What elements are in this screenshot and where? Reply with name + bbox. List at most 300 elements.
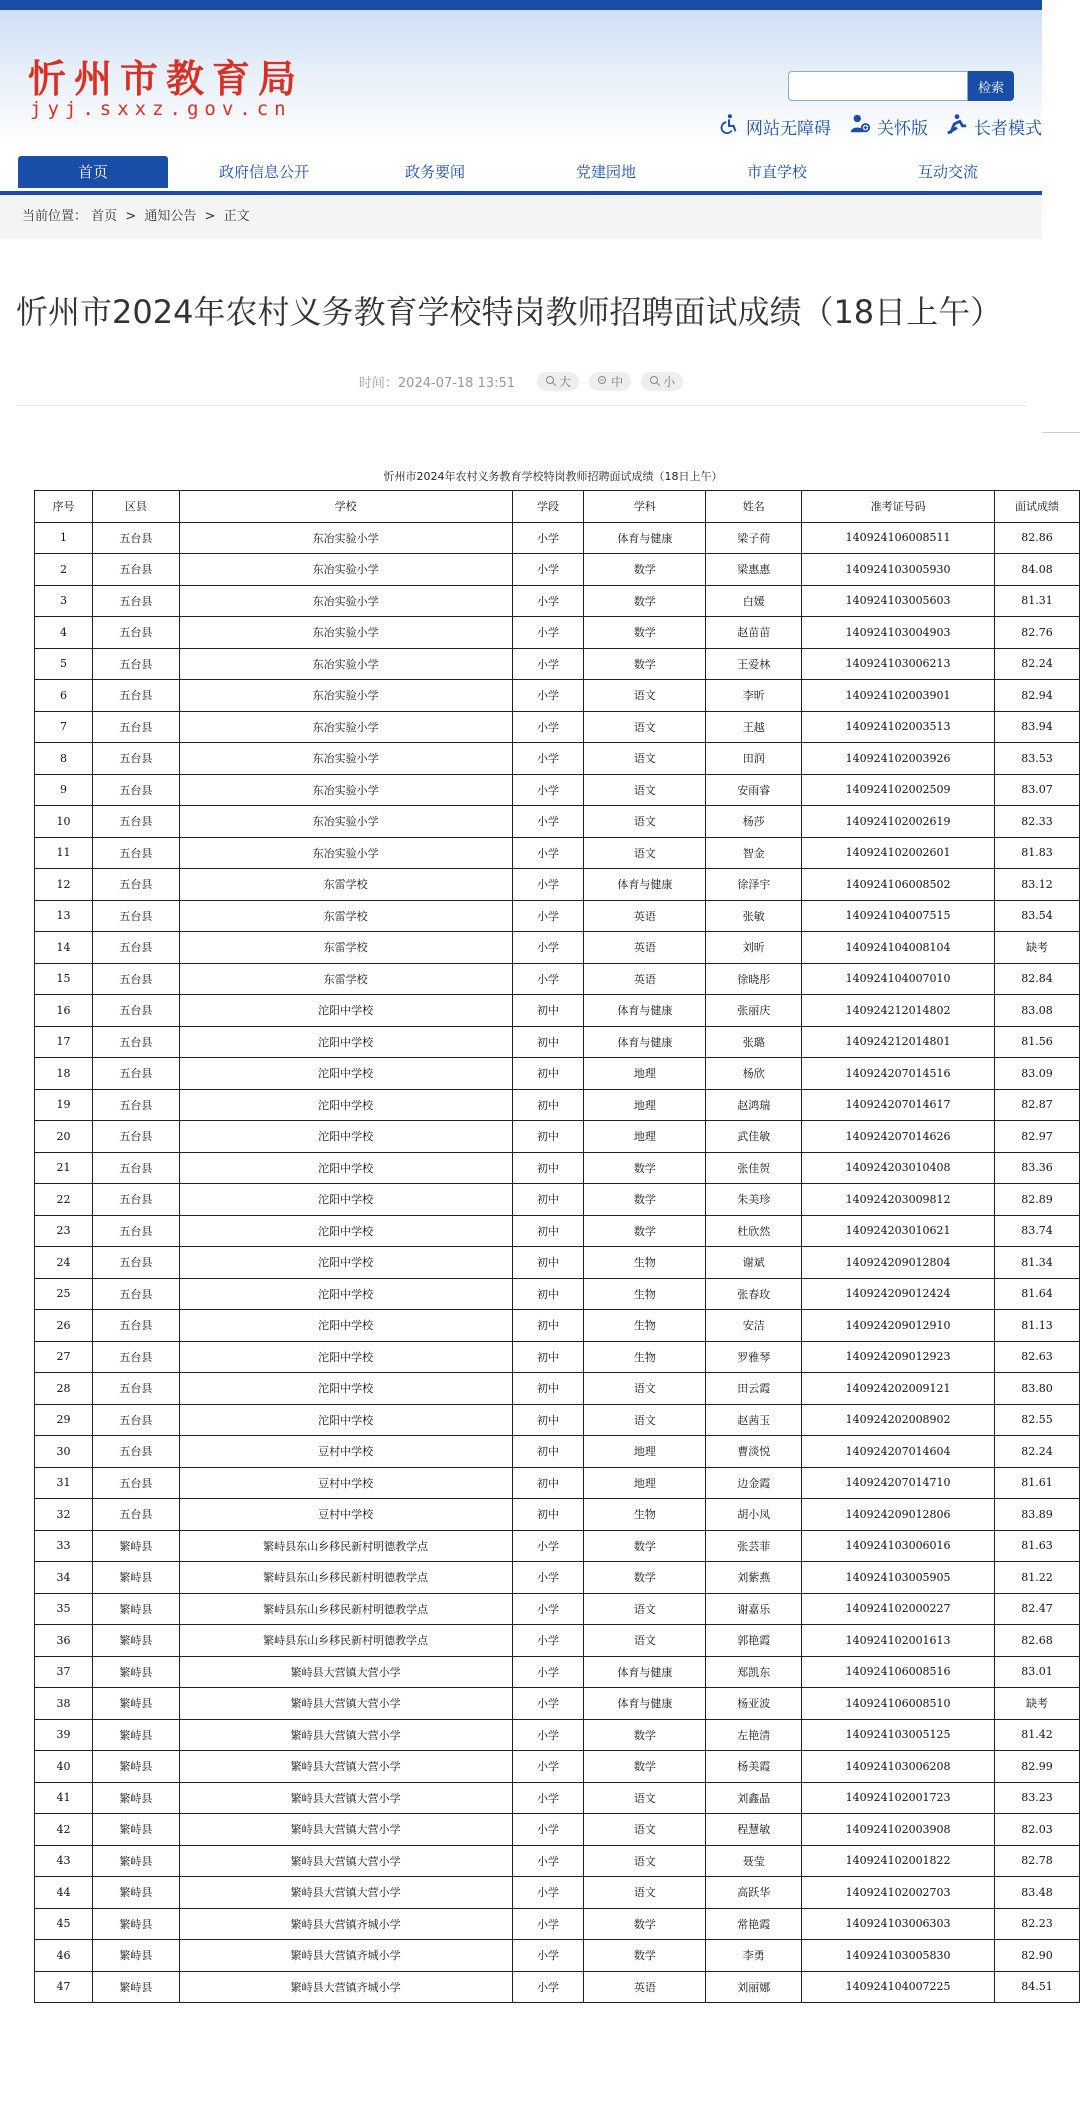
table-cell-col-score: 83.54 bbox=[995, 900, 1080, 932]
table-header-col-district: 区县 bbox=[92, 491, 179, 523]
time-label: 时间： bbox=[358, 375, 398, 391]
table-cell-col-school: 东冶实验小学 bbox=[179, 617, 512, 649]
table-cell-col-district: 繁峙县 bbox=[92, 1719, 179, 1751]
nav-item-interaction[interactable]: 互动交流 bbox=[917, 163, 978, 181]
table-cell-col-index: 3 bbox=[35, 585, 93, 617]
table-cell-col-exam-number: 140924106008510 bbox=[802, 1688, 995, 1720]
table-cell-col-index: 13 bbox=[35, 900, 93, 932]
accessibility-link[interactable] bbox=[718, 113, 831, 140]
table-cell-col-index: 40 bbox=[35, 1751, 93, 1783]
table-cell-col-index: 14 bbox=[35, 932, 93, 964]
table-cell-col-subject: 体育与健康 bbox=[584, 869, 706, 901]
table-cell-col-exam-number: 140924209012910 bbox=[802, 1310, 995, 1342]
table-cell-col-district: 繁峙县 bbox=[92, 1530, 179, 1562]
table-cell-col-index: 11 bbox=[35, 837, 93, 869]
table-cell-col-score: 83.07 bbox=[995, 774, 1080, 806]
table-cell-col-subject: 语文 bbox=[584, 806, 706, 838]
table-cell-col-name: 赵茜玉 bbox=[706, 1404, 802, 1436]
table-cell-col-school: 繁峙县大营镇齐城小学 bbox=[179, 1908, 512, 1940]
table-cell-col-district: 五台县 bbox=[92, 711, 179, 743]
table-cell-col-school: 繁峙县大营镇齐城小学 bbox=[179, 1940, 512, 1972]
table-cell-col-exam-number: 140924104008104 bbox=[802, 932, 995, 964]
table-cell-col-subject: 数学 bbox=[584, 1562, 706, 1594]
table-cell-col-subject: 语文 bbox=[584, 680, 706, 712]
table-cell-col-score: 83.01 bbox=[995, 1656, 1080, 1688]
table-cell-col-exam-number: 140924212014802 bbox=[802, 995, 995, 1027]
table-row bbox=[35, 1877, 1080, 1909]
table-cell-col-stage: 初中 bbox=[512, 1436, 584, 1468]
table-cell-col-school: 豆村中学校 bbox=[179, 1436, 512, 1468]
table-cell-col-subject: 语文 bbox=[584, 743, 706, 775]
table-cell-col-stage: 初中 bbox=[512, 1058, 584, 1090]
table-cell-col-exam-number: 140924102002601 bbox=[802, 837, 995, 869]
table-cell-col-district: 繁峙县 bbox=[92, 1593, 179, 1625]
table-cell-col-name: 朱美珍 bbox=[706, 1184, 802, 1216]
table-cell-col-exam-number: 140924202008902 bbox=[802, 1404, 995, 1436]
table-cell-col-exam-number: 140924103005930 bbox=[802, 554, 995, 586]
font-size-small-button[interactable] bbox=[641, 372, 683, 391]
table-row bbox=[35, 1656, 1080, 1688]
table-cell-col-school: 豆村中学校 bbox=[179, 1467, 512, 1499]
table-cell-col-score: 81.34 bbox=[995, 1247, 1080, 1279]
table-cell-col-district: 五台县 bbox=[92, 680, 179, 712]
table-cell-col-stage: 小学 bbox=[512, 1814, 584, 1846]
table-cell-col-school: 沱阳中学校 bbox=[179, 1215, 512, 1247]
table-cell-col-index: 41 bbox=[35, 1782, 93, 1814]
accessibility-links bbox=[718, 113, 1042, 140]
table-cell-col-district: 五台县 bbox=[92, 1058, 179, 1090]
table-cell-col-district: 五台县 bbox=[92, 1247, 179, 1279]
table-cell-col-name: 智金 bbox=[706, 837, 802, 869]
table-cell-col-stage: 小学 bbox=[512, 1845, 584, 1877]
table-cell-col-name: 杨美霞 bbox=[706, 1751, 802, 1783]
table-cell-col-exam-number: 140924102001613 bbox=[802, 1625, 995, 1657]
table-cell-col-subject: 语文 bbox=[584, 1845, 706, 1877]
table-cell-col-index: 47 bbox=[35, 1971, 93, 2003]
table-cell-col-score: 83.36 bbox=[995, 1152, 1080, 1184]
table-cell-col-stage: 初中 bbox=[512, 1499, 584, 1531]
table-cell-col-name: 张敏 bbox=[706, 900, 802, 932]
search-button[interactable]: 检索 bbox=[968, 71, 1014, 101]
grades-table bbox=[34, 490, 1080, 2003]
table-cell-col-school: 东冶实验小学 bbox=[179, 585, 512, 617]
table-row bbox=[35, 837, 1080, 869]
magnify-minus-icon bbox=[649, 375, 661, 387]
table-cell-col-name: 刘丽娜 bbox=[706, 1971, 802, 2003]
table-cell-col-stage: 初中 bbox=[512, 1278, 584, 1310]
table-cell-col-name: 聂莹 bbox=[706, 1845, 802, 1877]
table-cell-col-stage: 小学 bbox=[512, 1877, 584, 1909]
table-cell-col-school: 东雷学校 bbox=[179, 963, 512, 995]
table-cell-col-index: 45 bbox=[35, 1908, 93, 1940]
table-cell-col-district: 五台县 bbox=[92, 1373, 179, 1405]
table-cell-col-subject: 数学 bbox=[584, 1751, 706, 1783]
table-cell-col-score: 82.63 bbox=[995, 1341, 1080, 1373]
table-cell-col-score: 82.24 bbox=[995, 1436, 1080, 1468]
table-cell-col-exam-number: 140924103005125 bbox=[802, 1719, 995, 1751]
table-cell-col-stage: 初中 bbox=[512, 1404, 584, 1436]
table-header-col-subject: 学科 bbox=[584, 491, 706, 523]
font-size-large-button[interactable] bbox=[537, 372, 579, 391]
table-cell-col-score: 83.80 bbox=[995, 1373, 1080, 1405]
table-cell-col-district: 五台县 bbox=[92, 743, 179, 775]
table-cell-col-district: 五台县 bbox=[92, 1341, 179, 1373]
table-cell-col-school: 东冶实验小学 bbox=[179, 680, 512, 712]
table-cell-col-school: 繁峙县大营镇大营小学 bbox=[179, 1782, 512, 1814]
table-cell-col-stage: 小学 bbox=[512, 869, 584, 901]
table-cell-col-name: 张春玫 bbox=[706, 1278, 802, 1310]
table-cell-col-index: 46 bbox=[35, 1940, 93, 1972]
table-cell-col-district: 繁峙县 bbox=[92, 1971, 179, 2003]
table-cell-col-index: 29 bbox=[35, 1404, 93, 1436]
table-cell-col-subject: 语文 bbox=[584, 1373, 706, 1405]
font-size-medium-button[interactable] bbox=[589, 372, 631, 391]
table-cell-col-subject: 语文 bbox=[584, 774, 706, 806]
table-cell-col-exam-number: 140924103006303 bbox=[802, 1908, 995, 1940]
table-row bbox=[35, 1089, 1080, 1121]
wheelchair-icon bbox=[718, 113, 740, 140]
table-cell-col-stage: 小学 bbox=[512, 1593, 584, 1625]
table-cell-col-subject: 语文 bbox=[584, 1404, 706, 1436]
table-cell-col-name: 赵鸿瑞 bbox=[706, 1089, 802, 1121]
table-cell-col-name: 程慧敏 bbox=[706, 1814, 802, 1846]
table-cell-col-score: 缺考 bbox=[995, 932, 1080, 964]
font-size-large-label: 大 bbox=[559, 374, 572, 389]
table-cell-col-school: 沱阳中学校 bbox=[179, 1184, 512, 1216]
magnify-plus-icon bbox=[545, 375, 557, 387]
table-cell-col-district: 繁峙县 bbox=[92, 1908, 179, 1940]
table-cell-col-score: 82.84 bbox=[995, 963, 1080, 995]
table-cell-col-subject: 英语 bbox=[584, 900, 706, 932]
table-cell-col-name: 李昕 bbox=[706, 680, 802, 712]
table-cell-col-exam-number: 140924202009121 bbox=[802, 1373, 995, 1405]
table-cell-col-exam-number: 140924207014604 bbox=[802, 1436, 995, 1468]
table-cell-col-exam-number: 140924106008516 bbox=[802, 1656, 995, 1688]
table-cell-col-index: 24 bbox=[35, 1247, 93, 1279]
table-cell-col-name: 田云霞 bbox=[706, 1373, 802, 1405]
table-cell-col-subject: 数学 bbox=[584, 1530, 706, 1562]
table-cell-col-school: 繁峙县大营镇大营小学 bbox=[179, 1688, 512, 1720]
table-cell-col-score: 82.90 bbox=[995, 1940, 1080, 1972]
care-person-icon bbox=[849, 113, 871, 140]
divider bbox=[1042, 432, 1080, 433]
magnify-reset-icon bbox=[597, 375, 609, 387]
table-cell-col-index: 2 bbox=[35, 554, 93, 586]
table-cell-col-name: 谢嘉乐 bbox=[706, 1593, 802, 1625]
table-cell-col-subject: 地理 bbox=[584, 1089, 706, 1121]
elder-icon bbox=[946, 113, 968, 140]
table-cell-col-score: 83.12 bbox=[995, 869, 1080, 901]
table-cell-col-index: 16 bbox=[35, 995, 93, 1027]
table-cell-col-exam-number: 140924103006208 bbox=[802, 1751, 995, 1783]
table-cell-col-district: 五台县 bbox=[92, 1121, 179, 1153]
table-caption: 忻州市2024年农村义务教育学校特岗教师招聘面试成绩（18日上午） bbox=[383, 470, 723, 483]
table-cell-col-stage: 初中 bbox=[512, 1467, 584, 1499]
table-row bbox=[35, 1278, 1080, 1310]
table-header-col-stage: 学段 bbox=[512, 491, 584, 523]
table-row bbox=[35, 1215, 1080, 1247]
table-cell-col-district: 五台县 bbox=[92, 1026, 179, 1058]
table-cell-col-index: 6 bbox=[35, 680, 93, 712]
table-cell-col-exam-number: 140924203010621 bbox=[802, 1215, 995, 1247]
table-cell-col-exam-number: 140924102001723 bbox=[802, 1782, 995, 1814]
table-cell-col-name: 梁子荷 bbox=[706, 522, 802, 554]
table-cell-col-name: 杨莎 bbox=[706, 806, 802, 838]
nav-item-party[interactable]: 党建园地 bbox=[575, 163, 636, 181]
table-cell-col-index: 44 bbox=[35, 1877, 93, 1909]
table-cell-col-school: 沱阳中学校 bbox=[179, 1058, 512, 1090]
table-cell-col-name: 王爱林 bbox=[706, 648, 802, 680]
breadcrumb-current: 正文 bbox=[223, 209, 250, 224]
table-cell-col-district: 五台县 bbox=[92, 648, 179, 680]
table-cell-col-index: 43 bbox=[35, 1845, 93, 1877]
table-cell-col-index: 32 bbox=[35, 1499, 93, 1531]
table-cell-col-stage: 小学 bbox=[512, 774, 584, 806]
table-cell-col-index: 25 bbox=[35, 1278, 93, 1310]
search-input[interactable] bbox=[788, 71, 968, 101]
table-cell-col-score: 83.23 bbox=[995, 1782, 1080, 1814]
table-cell-col-name: 胡小凤 bbox=[706, 1499, 802, 1531]
table-cell-col-score: 83.08 bbox=[995, 995, 1080, 1027]
table-cell-col-exam-number: 140924209012806 bbox=[802, 1499, 995, 1531]
table-cell-col-school: 繁峙县大营镇大营小学 bbox=[179, 1814, 512, 1846]
table-cell-col-exam-number: 140924103005830 bbox=[802, 1940, 995, 1972]
table-cell-col-stage: 初中 bbox=[512, 1121, 584, 1153]
table-cell-col-subject: 生物 bbox=[584, 1310, 706, 1342]
table-cell-col-school: 东雷学校 bbox=[179, 900, 512, 932]
table-cell-col-index: 37 bbox=[35, 1656, 93, 1688]
table-cell-col-stage: 小学 bbox=[512, 554, 584, 586]
table-cell-col-subject: 英语 bbox=[584, 963, 706, 995]
table-cell-col-stage: 初中 bbox=[512, 1341, 584, 1373]
table-cell-col-index: 12 bbox=[35, 869, 93, 901]
table-row bbox=[35, 1404, 1080, 1436]
table-cell-col-stage: 小学 bbox=[512, 1530, 584, 1562]
table-cell-col-index: 38 bbox=[35, 1688, 93, 1720]
table-row bbox=[35, 1026, 1080, 1058]
table-cell-col-subject: 生物 bbox=[584, 1247, 706, 1279]
breadcrumb-separator: > bbox=[204, 209, 216, 224]
site-logo-title[interactable]: 忻州市教育局 bbox=[28, 56, 305, 101]
table-cell-col-index: 23 bbox=[35, 1215, 93, 1247]
table-cell-col-subject: 语文 bbox=[584, 1877, 706, 1909]
table-cell-col-name: 郭艳霞 bbox=[706, 1625, 802, 1657]
table-row bbox=[35, 869, 1080, 901]
table-cell-col-score: 81.83 bbox=[995, 837, 1080, 869]
table-cell-col-name: 曹淡悦 bbox=[706, 1436, 802, 1468]
table-cell-col-school: 东冶实验小学 bbox=[179, 648, 512, 680]
table-cell-col-district: 五台县 bbox=[92, 932, 179, 964]
elder-mode-link[interactable] bbox=[946, 113, 1042, 140]
table-cell-col-stage: 初中 bbox=[512, 1089, 584, 1121]
table-cell-col-exam-number: 140924203009812 bbox=[802, 1184, 995, 1216]
table-cell-col-name: 郑凯东 bbox=[706, 1656, 802, 1688]
table-cell-col-school: 东冶实验小学 bbox=[179, 554, 512, 586]
table-cell-col-name: 刘鑫晶 bbox=[706, 1782, 802, 1814]
table-cell-col-score: 81.22 bbox=[995, 1562, 1080, 1594]
table-cell-col-stage: 小学 bbox=[512, 1782, 584, 1814]
table-cell-col-index: 1 bbox=[35, 522, 93, 554]
nav-item-gov-info[interactable]: 政府信息公开 bbox=[218, 163, 309, 181]
table-cell-col-name: 常艳霞 bbox=[706, 1908, 802, 1940]
table-cell-col-score: 82.03 bbox=[995, 1814, 1080, 1846]
table-cell-col-school: 繁峙县东山乡移民新村明德教学点 bbox=[179, 1625, 512, 1657]
table-cell-col-exam-number: 140924103006213 bbox=[802, 648, 995, 680]
breadcrumb bbox=[0, 195, 1042, 239]
top-bar bbox=[0, 0, 1042, 10]
table-cell-col-score: 82.47 bbox=[995, 1593, 1080, 1625]
font-size-medium-label: 中 bbox=[611, 374, 624, 389]
table-cell-col-subject: 生物 bbox=[584, 1341, 706, 1373]
table-cell-col-score: 82.23 bbox=[995, 1908, 1080, 1940]
table-cell-col-index: 10 bbox=[35, 806, 93, 838]
table-row bbox=[35, 743, 1080, 775]
table-cell-col-exam-number: 140924103006016 bbox=[802, 1530, 995, 1562]
table-cell-col-score: 82.55 bbox=[995, 1404, 1080, 1436]
header bbox=[0, 10, 1042, 145]
table-cell-col-score: 82.78 bbox=[995, 1845, 1080, 1877]
nav-item-home[interactable]: 首页 bbox=[18, 156, 168, 188]
table-cell-col-school: 繁峙县大营镇齐城小学 bbox=[179, 1971, 512, 2003]
table-cell-col-district: 繁峙县 bbox=[92, 1940, 179, 1972]
table-header-col-index: 序号 bbox=[35, 491, 93, 523]
table-cell-col-school: 沱阳中学校 bbox=[179, 1121, 512, 1153]
table-cell-col-score: 82.94 bbox=[995, 680, 1080, 712]
table-cell-col-subject: 体育与健康 bbox=[584, 1026, 706, 1058]
table-cell-col-subject: 数学 bbox=[584, 1184, 706, 1216]
table-cell-col-exam-number: 140924102002619 bbox=[802, 806, 995, 838]
table-row bbox=[35, 1530, 1080, 1562]
table-cell-col-district: 五台县 bbox=[92, 522, 179, 554]
table-cell-col-stage: 初中 bbox=[512, 1373, 584, 1405]
table-cell-col-stage: 小学 bbox=[512, 743, 584, 775]
table-cell-col-exam-number: 140924102003908 bbox=[802, 1814, 995, 1846]
table-cell-col-score: 82.24 bbox=[995, 648, 1080, 680]
nav-item-schools[interactable]: 市直学校 bbox=[746, 163, 807, 181]
table-cell-col-index: 30 bbox=[35, 1436, 93, 1468]
breadcrumb-separator: > bbox=[125, 209, 137, 224]
table-cell-col-exam-number: 140924104007010 bbox=[802, 963, 995, 995]
table-cell-col-district: 五台县 bbox=[92, 585, 179, 617]
table-cell-col-subject: 体育与健康 bbox=[584, 1688, 706, 1720]
table-cell-col-school: 沱阳中学校 bbox=[179, 1373, 512, 1405]
divider bbox=[16, 405, 1026, 406]
table-row bbox=[35, 774, 1080, 806]
table-cell-col-subject: 语文 bbox=[584, 711, 706, 743]
nav-item-news[interactable]: 政务要闻 bbox=[404, 163, 465, 181]
site-logo-domain: jyj.sxxz.gov.cn bbox=[30, 98, 292, 120]
table-cell-col-score: 84.08 bbox=[995, 554, 1080, 586]
table-row bbox=[35, 1940, 1080, 1972]
table-cell-col-stage: 小学 bbox=[512, 1562, 584, 1594]
table-cell-col-exam-number: 140924209012424 bbox=[802, 1278, 995, 1310]
table-cell-col-subject: 地理 bbox=[584, 1467, 706, 1499]
table-cell-col-subject: 体育与健康 bbox=[584, 995, 706, 1027]
care-mode-link[interactable] bbox=[849, 113, 928, 140]
table-row bbox=[35, 1782, 1080, 1814]
table-cell-col-index: 18 bbox=[35, 1058, 93, 1090]
table-cell-col-name: 边金霞 bbox=[706, 1467, 802, 1499]
table-cell-col-district: 五台县 bbox=[92, 900, 179, 932]
table-row bbox=[35, 648, 1080, 680]
table-cell-col-name: 刘紫燕 bbox=[706, 1562, 802, 1594]
table-cell-col-subject: 英语 bbox=[584, 1971, 706, 2003]
table-cell-col-exam-number: 140924102003926 bbox=[802, 743, 995, 775]
table-cell-col-subject: 体育与健康 bbox=[584, 1656, 706, 1688]
table-row bbox=[35, 554, 1080, 586]
time-value: 2024-07-18 13:51 bbox=[397, 375, 516, 391]
table-row bbox=[35, 1971, 1080, 2003]
table-cell-col-subject: 地理 bbox=[584, 1121, 706, 1153]
table-cell-col-district: 五台县 bbox=[92, 1152, 179, 1184]
table-cell-col-index: 31 bbox=[35, 1467, 93, 1499]
table-cell-col-stage: 小学 bbox=[512, 522, 584, 554]
table-cell-col-score: 83.89 bbox=[995, 1499, 1080, 1531]
table-cell-col-subject: 数学 bbox=[584, 1215, 706, 1247]
table-cell-col-school: 东冶实验小学 bbox=[179, 806, 512, 838]
table-cell-col-name: 谢斌 bbox=[706, 1247, 802, 1279]
table-cell-col-school: 沱阳中学校 bbox=[179, 995, 512, 1027]
table-row bbox=[35, 963, 1080, 995]
table-cell-col-score: 83.48 bbox=[995, 1877, 1080, 1909]
table-cell-col-index: 19 bbox=[35, 1089, 93, 1121]
table-cell-col-subject: 数学 bbox=[584, 617, 706, 649]
table-cell-col-stage: 小学 bbox=[512, 1656, 584, 1688]
table-cell-col-exam-number: 140924209012804 bbox=[802, 1247, 995, 1279]
table-cell-col-stage: 小学 bbox=[512, 806, 584, 838]
table-cell-col-name: 张佳贺 bbox=[706, 1152, 802, 1184]
table-row bbox=[35, 1467, 1080, 1499]
table-cell-col-exam-number: 140924102000227 bbox=[802, 1593, 995, 1625]
table-cell-col-school: 繁峙县东山乡移民新村明德教学点 bbox=[179, 1593, 512, 1625]
table-cell-col-exam-number: 140924207014516 bbox=[802, 1058, 995, 1090]
table-cell-col-index: 20 bbox=[35, 1121, 93, 1153]
table-cell-col-index: 9 bbox=[35, 774, 93, 806]
table-cell-col-exam-number: 140924104007225 bbox=[802, 1971, 995, 2003]
breadcrumb-home[interactable]: 首页 bbox=[91, 209, 118, 224]
table-cell-col-index: 17 bbox=[35, 1026, 93, 1058]
table-cell-col-school: 沱阳中学校 bbox=[179, 1404, 512, 1436]
font-size-small-label: 小 bbox=[663, 374, 676, 389]
table-cell-col-stage: 小学 bbox=[512, 900, 584, 932]
table-cell-col-index: 34 bbox=[35, 1562, 93, 1594]
table-cell-col-district: 五台县 bbox=[92, 1089, 179, 1121]
table-cell-col-name: 张丽庆 bbox=[706, 995, 802, 1027]
table-cell-col-name: 杜欣然 bbox=[706, 1215, 802, 1247]
table-cell-col-subject: 语文 bbox=[584, 837, 706, 869]
table-cell-col-district: 五台县 bbox=[92, 617, 179, 649]
table-cell-col-index: 35 bbox=[35, 1593, 93, 1625]
table-cell-col-score: 83.09 bbox=[995, 1058, 1080, 1090]
table-cell-col-exam-number: 140924102002509 bbox=[802, 774, 995, 806]
table-cell-col-score: 84.51 bbox=[995, 1971, 1080, 2003]
table-cell-col-school: 东雷学校 bbox=[179, 932, 512, 964]
table-cell-col-exam-number: 140924207014710 bbox=[802, 1467, 995, 1499]
table-cell-col-exam-number: 140924102003901 bbox=[802, 680, 995, 712]
table-cell-col-index: 42 bbox=[35, 1814, 93, 1846]
table-cell-col-name: 高跃华 bbox=[706, 1877, 802, 1909]
table-cell-col-name: 白媛 bbox=[706, 585, 802, 617]
table-cell-col-name: 梁惠惠 bbox=[706, 554, 802, 586]
table-row bbox=[35, 1373, 1080, 1405]
table-cell-col-exam-number: 140924102001822 bbox=[802, 1845, 995, 1877]
table-cell-col-name: 刘昕 bbox=[706, 932, 802, 964]
table-cell-col-district: 五台县 bbox=[92, 774, 179, 806]
table-cell-col-district: 五台县 bbox=[92, 963, 179, 995]
breadcrumb-notices[interactable]: 通知公告 bbox=[144, 209, 197, 224]
table-cell-col-school: 沱阳中学校 bbox=[179, 1341, 512, 1373]
table-row bbox=[35, 1184, 1080, 1216]
